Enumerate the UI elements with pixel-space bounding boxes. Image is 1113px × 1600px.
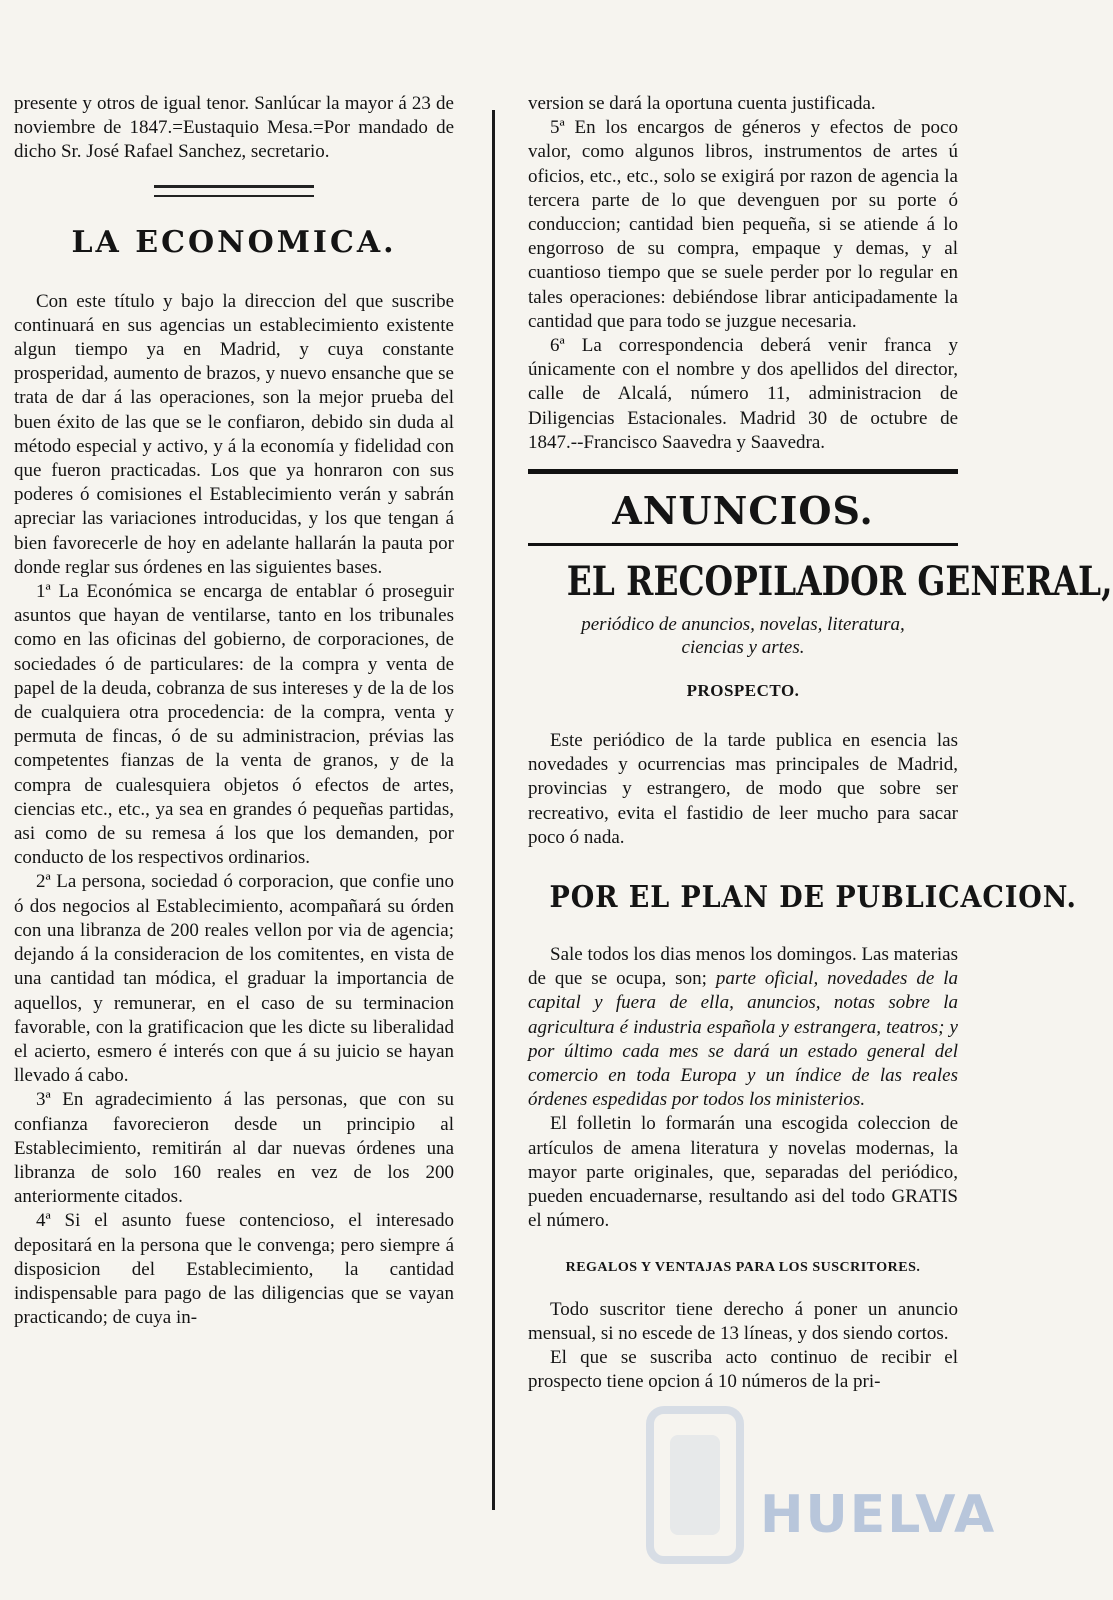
left-paragraph-2: 1ª La Económica se encarga de entablar ó proseguir asuntos que hayan de ventilarse, tanto en los tribunales como en las oficinas del gobierno, de corporaciones, de sociedades ó de particulares: de la compra y venta de papel de la deuda, cobranza de sus intereses y de la de los de cualquiera otra procedencia: de la compra, venta y permuta de fincas, ó de su administracion, prévias las competentes fianzas de la venta de granos, y de la compra de cualesquiera objetos ó efectos de artes, ciencias etc., etc., ya sea en grandes ó pequeñas partidas, asi como de su remesa á los que los demanden, por conducto de los respectivos ordinarios. — [14, 581, 454, 869]
heading-recopilador: EL RECOPILADOR GENERAL, — [566, 558, 1113, 606]
subtitle-line-1: periódico de anuncios, novelas, literatura, — [581, 614, 905, 636]
right-paragraph-7: El que se suscriba acto continuo de recibir el prospecto tiene opcion á 10 números de la pri- — [528, 1346, 958, 1393]
left-paragraph-5: 4ª Si el asunto fuese contencioso, el interesado depositará en la persona que le convenga; pero siempre á disposicion del Establecimiento, la cantidad indispensable para pago de las diligencias que se vayan practicando; de cuya in- — [14, 1210, 454, 1329]
heading-la-economica: LA ECONOMICA. — [71, 224, 397, 260]
schedule-text: Sale todos los dias menos los domingos. Las materias de que se ocupa, son; — [528, 944, 958, 990]
watermark-text: HUELVA — [760, 1485, 997, 1545]
section-rule-mid — [528, 543, 958, 546]
archive-seal-icon — [640, 1380, 960, 1580]
contents-text: parte oficial, novedades de la capital y fuera de ella, anuncios, notas sobre la agricultura é industria española y estrangera, teatros; y por último cada mes se dará un estado general del comercio en toda Europa y un índice de las reales órdenes espedidas por todos los ministerios. — [528, 968, 959, 1111]
right-column — [528, 92, 1113, 1394]
subtitle-line-2: ciencias y artes. — [681, 637, 805, 659]
left-column — [14, 92, 454, 1330]
right-paragraph-0: version se dará la oportuna cuenta justificada. — [528, 93, 876, 114]
left-paragraph-3: 2ª La persona, sociedad ó corporacion, que confie uno ó dos negocios al Establecimiento, acompañará su órden con una libranza de 200 reales vellon por via de agencia; dejando á la consideracion de los comitentes, en vista de una cantidad tan módica, el graduar la importancia de aquellos, y remunerar, en el caso de su terminacion favorable, con la gratificacion que les dicte su liberalidad el acierto, esmero é interés con que á su juicio se hayan llevado á cabo. — [14, 871, 454, 1087]
right-paragraph-3: Este periódico de la tarde publica en esencia las novedades y ocurrencias mas principales de Madrid, provincias y estrangero, de modo que sobre ser recreativo, evita el fastidio de leer mucho para sacar poco ó nada. — [528, 730, 958, 848]
section-rule-thick — [528, 469, 958, 474]
left-paragraph-4: 3ª En agradecimiento á las personas, que con su confianza favorecieron desde un principio al Establecimiento, remitirán al dar nuevas órdenes una libranza de solo 160 reales en vez de los 200 anteriormente citados. — [14, 1089, 454, 1208]
heading-regalos: REGALOS Y VENTAJAS PARA LOS SUSCRITORES. — [565, 1259, 921, 1275]
column-divider — [492, 110, 495, 1510]
right-paragraph-6: Todo suscritor tiene derecho á poner un anuncio mensual, si no escede de 13 líneas, y dos siendo cortos. — [528, 1298, 958, 1344]
right-paragraph-4 — [528, 943, 958, 1112]
heading-anuncios: ANUNCIOS. — [612, 488, 874, 534]
heading-prospecto: PROSPECTO. — [686, 681, 800, 701]
left-paragraph-1: Con este título y bajo la direccion del que suscribe continuará en sus agencias un establecimiento existente algun tiempo ya en Madrid, y cuya constante prosperidad, aumento de brazos, y nuevo ensanche que se trata de dar á las operaciones, son la mejor prueba del buen éxito de las que se le confiaron, debido sin duda al método especial y activo, y á la economía y fidelidad con que fueron practicadas. Los que ya honraron con sus poderes ó comisiones el Establecimiento verán y sabrán apreciar las variaciones introducidas, y los que tengan á bien favorecerle de hoy en adelante hallarán la pauta por donde reglar sus órdenes en las siguientes bases. — [14, 290, 454, 578]
right-paragraph-5: El folletin lo formarán una escogida coleccion de artículos de amena literatura y novelas modernas, la mayor parte originales, que, separadas del periódico, pueden encuadernarse, resultando asi del todo GRATIS el número. — [528, 1113, 958, 1232]
heading-plan: POR EL PLAN DE PUBLICACION. — [549, 880, 1077, 916]
right-paragraph-2: 6ª La correspondencia deberá venir franca y únicamente con el nombre y dos apellidos del director, calle de Alcalá, número 11, administracion de Diligencias Estacionales. Madrid 30 de octubre de 1847.--Francisco Saavedra y Saavedra. — [528, 335, 958, 453]
section-rule — [154, 185, 314, 197]
left-paragraph-0: presente y otros de igual tenor. Sanlúcar la mayor á 23 de noviembre de 1847.=Eustaquio Mesa.=Por mandado de dicho Sr. José Rafael Sanchez, secretario. — [14, 93, 454, 163]
right-paragraph-1: 5ª En los encargos de géneros y efectos de poco valor, como algunos libros, instrumentos de artes ú oficios, etc., etc., solo se exigirá por razon de agencia la tercera parte de lo que devenguen por su porte ó conduccion; cantidad bien pequeña, si se atiende á lo engorroso de su compra, empaque y demas, y al cuantioso tiempo que se suele perder por lo regular en tales operaciones: debiéndose librar anticipadamente la cantidad que para todo se juzgue necesaria. — [528, 117, 958, 332]
